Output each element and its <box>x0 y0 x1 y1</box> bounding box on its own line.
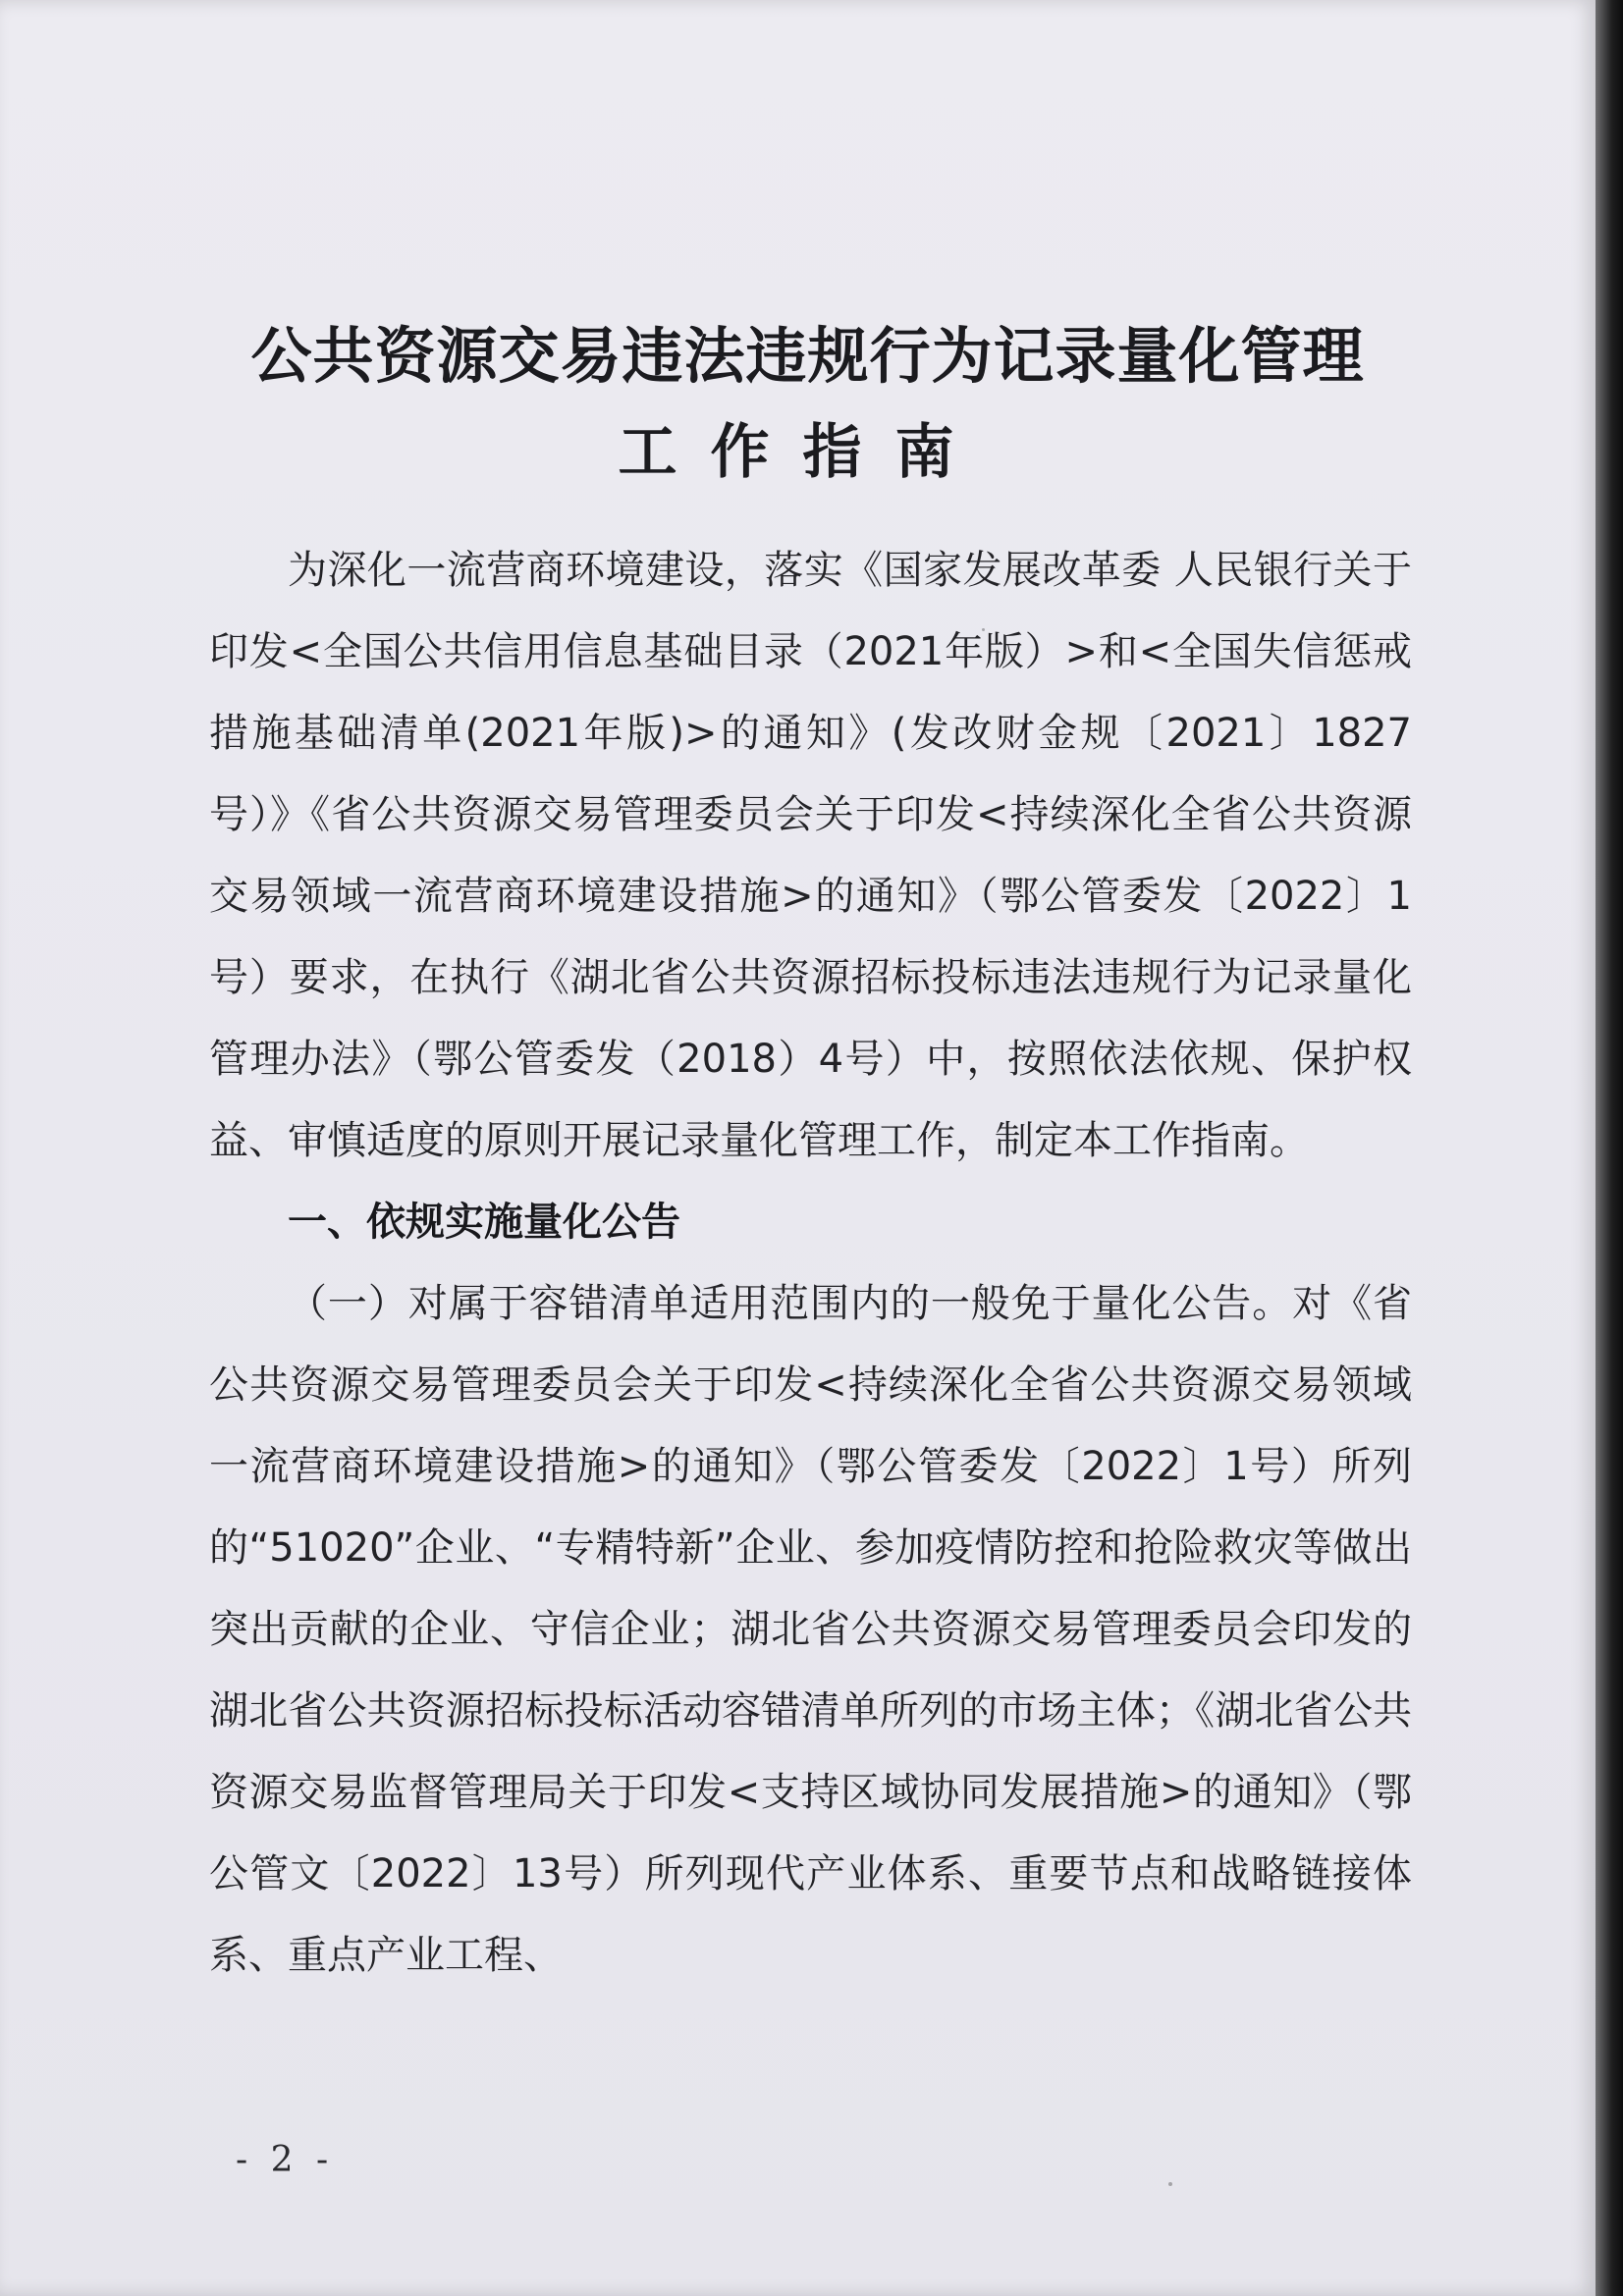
intro-paragraph: 为深化一流营商环境建设，落实《国家发展改革委 人民银行关于印发<全国公共信用信息基础目录（2021年版）>和<全国失信惩戒措施基础清单(2021年版)>的通知》(发改财金规〔2021〕1827号）》《省公共资源交易管理委员会关于印发<持续深化全省公共资源交易领域一流营商环境建设措施>的通知》（鄂公管委发〔2022〕1号）要求，在执行《湖北省公共资源招标投标违法违规行为记录量化管理办法》（鄂公管委发（2018）4号）中，按照依法依规、保护权益、审慎适度的原则开展记录量化管理工作，制定本工作指南。 <box>209 548 1412 1163</box>
section-1-paragraph-1: （一）对属于容错清单适用范围内的一般免于量化公告。对《省公共资源交易管理委员会关于印发<持续深化全省公共资源交易领域一流营商环境建设措施>的通知》（鄂公管委发〔2022〕1号）所列的“51020”企业、“专精特新”企业、参加疫情防控和抢险救灾等做出突出贡献的企业、守信企业；湖北省公共资源交易管理委员会印发的湖北省公共资源招标投标活动容错清单所列的市场主体；《湖北省公共资源交易监督管理局关于印发<支持区域协同发展措施>的通知》（鄂公管文〔2022〕13号）所列现代产业体系、重要节点和战略链接体系、重点产业工程、 <box>209 1281 1412 1978</box>
scan-speck <box>982 628 985 631</box>
page-number: - 2 - <box>236 2140 335 2180</box>
scan-speck <box>1168 2182 1172 2186</box>
document-title-line-1: 公共资源交易违法违规行为记录量化管理 <box>250 320 1365 392</box>
document-body <box>209 530 1412 1997</box>
document-title-line-2: 工作指南 <box>618 418 988 487</box>
scanner-edge <box>1596 0 1623 2296</box>
section-1-heading: 一、依规实施量化公告 <box>288 1200 680 1245</box>
